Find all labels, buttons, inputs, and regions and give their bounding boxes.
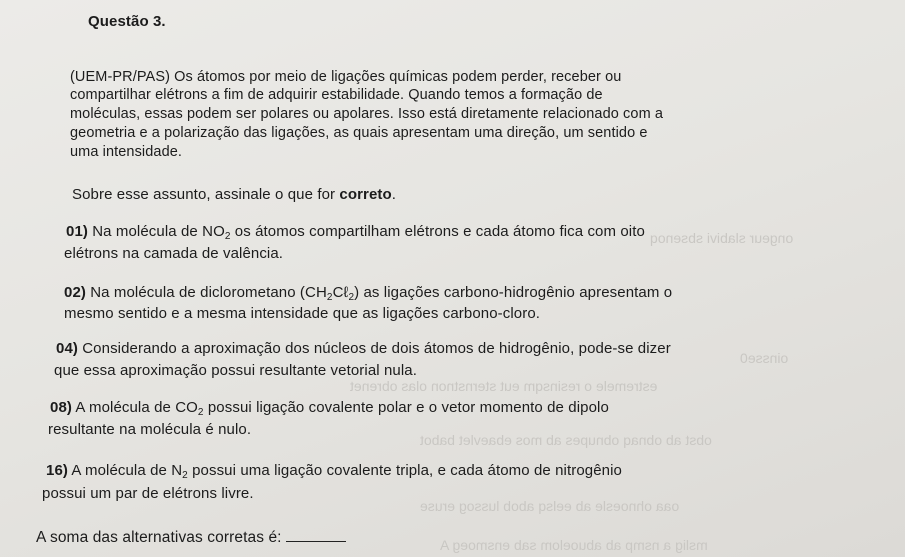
alternative-04-line-2: que essa aproximação possui resultante vetorial nula. — [54, 362, 418, 379]
alternative-number: 01) — [66, 223, 88, 240]
question-title: Questão 3. — [88, 13, 166, 30]
stem-line: compartilhar elétrons a fim de adquirir estabilidade. Quando temos a formação de — [70, 87, 603, 103]
alternative-02-line-1: 02) Na molécula de diclorometano $(CH_2C\ell_2)$ as ligações carbono-hidrogênio apresentam o — [64, 284, 673, 303]
alternative-02-line-2: mesmo sentido e a mesma intensidade que as ligações carbono-cloro. — [64, 305, 541, 322]
alternative-number: 02) — [64, 284, 86, 301]
show-through-text: mslig a nsmp ab abuoelom sab ensmoeg A — [440, 537, 708, 553]
show-through-text: oaa ohnoesle ab eelsq abob lussog eruse — [420, 498, 680, 514]
emphasis-word: correto — [339, 186, 392, 203]
alternative-number: 04) — [56, 340, 78, 357]
stem-line: moléculas, essas podem ser polares ou apolares. Isso está diretamente relacionado com a — [70, 106, 664, 122]
show-through-text: oinsse0 — [740, 350, 789, 366]
alternative-number: 16) — [46, 462, 68, 479]
alternative-16-line-2: possui um par de elétrons livre. — [42, 485, 254, 502]
instruction-text: Sobre esse assunto, assinale o que for correto. — [72, 186, 397, 203]
stem-line: (UEM-PR/PAS) Os átomos por meio de ligações químicas podem perder, receber ou — [70, 69, 622, 85]
show-through-text: ongeur slabivi sbsenoq — [650, 230, 794, 246]
stem-line: uma intensidade. — [70, 144, 183, 160]
alternative-number: 08) — [50, 399, 72, 416]
alternative-01-line-1: 01) Na molécula de $NO_2$ os átomos compartilham elétrons e cada átomo fica com oito — [66, 223, 645, 242]
answer-blank[interactable] — [286, 540, 346, 542]
stem-line: geometria e a polarização das ligações, as quais apresentam uma direção, um sentido e — [70, 125, 648, 141]
answer-prompt: A soma das alternativas corretas é: — [36, 529, 346, 547]
alternative-01-line-2: elétrons na camada de valência. — [64, 245, 284, 262]
alternative-08-line-1: 08) A molécula de $CO_2$ possui ligação covalente polar e o vetor momento de dipolo — [50, 399, 609, 418]
alternative-08-line-2: resultante na molécula é nulo. — [48, 421, 252, 438]
alternative-16-line-1: 16) A molécula de $N_2$ possui uma ligação covalente tripla, e cada átomo de nitrogênio — [46, 462, 622, 481]
show-through-text: obst ab obnaq obnupes ab mos ebaevlet babot — [420, 432, 712, 448]
alternative-04-line-1: 04) Considerando a aproximação dos núcleos de dois átomos de hidrogênio, pode-se dizer — [56, 340, 671, 357]
show-through-text: estremele o resinsqm eut sternstnon olas obrenet — [350, 378, 658, 394]
